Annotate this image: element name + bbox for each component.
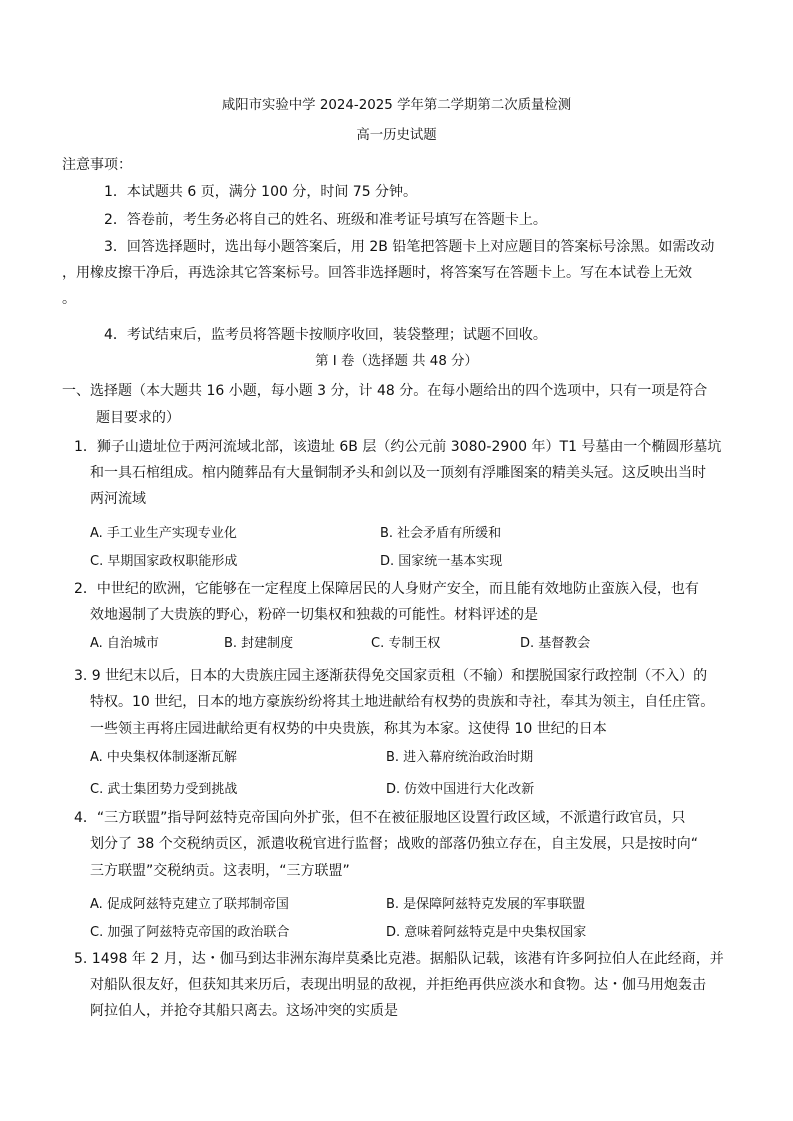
question-1-line: 两河流域 [90,491,146,507]
question-1-option-b[interactable]: B. 社会矛盾有所缓和 [380,526,502,541]
question-4-option-d[interactable]: D. 意味着阿兹特克是中央集权国家 [386,925,587,940]
question-4-line: 划分了 38 个交税纳贡区，派遣收税官进行监督；战败的部落仍独立存在，自主发展，只是按时向“ [90,836,698,852]
section-intro: 题目要求的） [96,410,180,426]
question-1-line: 1．狮子山遗址位于两河流域北部，该遗址 6B 层（约公元前 3080-2900 年）T1 号墓由一个椭圆形墓坑 [74,439,722,455]
notice-item: 1．本试题共 6 页，满分 100 分，时间 75 分钟。 [104,184,418,200]
notice-item-continued: 。 [62,291,76,307]
question-5-line: 5. 1498 年 2 月，达・伽马到达非洲东海岸莫桑比克港。据船队记载，该港有许多阿拉伯人在此经商，并 [74,951,724,967]
question-2-line: 2．中世纪的欧洲，它能够在一定程度上保障居民的人身财产安全，而且能有效地防止蛮族入侵，也有 [74,581,699,597]
question-2-option-a[interactable]: A. 自治城市 [90,636,159,651]
question-4-option-c[interactable]: C. 加强了阿兹特克帝国的政治联合 [90,925,290,940]
notice-heading: 注意事项： [62,157,132,173]
question-2-line: 效地遏制了大贵族的野心，粉碎一切集权和独裁的可能性。材料评述的是 [90,607,538,623]
notice-item: 3．回答选择题时，选出每小题答案后，用 2B 铅笔把答题卡上对应题目的答案标号涂黑。如需改动 [104,239,715,255]
section-intro: 一、选择题（本大题共 16 小题，每小题 3 分，计 48 分。在每小题给出的四个选项中，只有一项是符合 [62,383,708,399]
question-2-option-d[interactable]: D. 基督教会 [520,636,591,651]
question-1-option-a[interactable]: A. 手工业生产实现专业化 [90,526,237,541]
question-5-line: 对船队很友好，但获知其来历后，表现出明显的敌视，并拒绝再供应淡水和食物。达・伽马用炮轰击 [90,977,706,993]
question-1-option-c[interactable]: C. 早期国家政权职能形成 [90,554,238,569]
notice-item-continued: ，用橡皮擦干净后，再选涂其它答案标号。回答非选择题时，将答案写在答题卡上。写在本试卷上无效 [62,265,692,281]
exam-subtitle: 高一历史试题 [356,128,437,143]
question-3-option-a[interactable]: A. 中央集权体制逐渐瓦解 [90,750,237,765]
question-4-line: 4．“三方联盟”指导阿兹特克帝国向外扩张，但不在被征服地区设置行政区域，不派遣行政官员，只 [74,810,686,826]
question-2-option-c[interactable]: C. 专制王权 [371,636,441,651]
question-4-line: 三方联盟”交税纳贡。这表明，“三方联盟” [90,863,350,879]
question-2-option-b[interactable]: B. 封建制度 [224,636,294,651]
question-1-line: 和一具石棺组成。棺内随葬品有大量铜制矛头和剑以及一顶刻有浮雕图案的精美头冠。这反映出当时 [90,465,706,481]
notice-item: 2．答卷前，考生务必将自己的姓名、班级和准考证号填写在答题卡上。 [104,212,547,228]
question-3-line: 一些领主再将庄园进献给更有权势的中央贵族，称其为本家。这使得 10 世纪的日本 [90,721,607,737]
question-3-option-c[interactable]: C. 武士集团势力受到挑战 [90,782,238,797]
question-3-option-b[interactable]: B. 进入幕府统治政治时期 [386,750,534,765]
question-4-option-a[interactable]: A. 促成阿兹特克建立了联邦制帝国 [90,897,289,912]
section-heading: 第 I 卷（选择题 共 48 分） [315,354,478,369]
exam-title: 咸阳市实验中学 2024-2025 学年第二学期第二次质量检测 [221,98,572,113]
question-3-line: 3. 9 世纪末以后，日本的大贵族庄园主逐渐获得免交国家贡租（不输）和摆脱国家行政控制（不入）的 [74,668,708,684]
question-5-line: 阿拉伯人，并抢夺其船只离去。这场冲突的实质是 [90,1003,398,1019]
question-3-option-d[interactable]: D. 仿效中国进行大化改新 [386,782,535,797]
question-1-option-d[interactable]: D. 国家统一基本实现 [380,554,503,569]
question-4-option-b[interactable]: B. 是保障阿兹特克发展的军事联盟 [386,897,586,912]
question-3-line: 特权。10 世纪，日本的地方豪族纷纷将其土地进献给有权势的贵族和寺社，奉其为领主，自任庄管。 [90,694,715,710]
notice-item: 4．考试结束后，监考员将答题卡按顺序收回，装袋整理；试题不回收。 [104,327,547,343]
